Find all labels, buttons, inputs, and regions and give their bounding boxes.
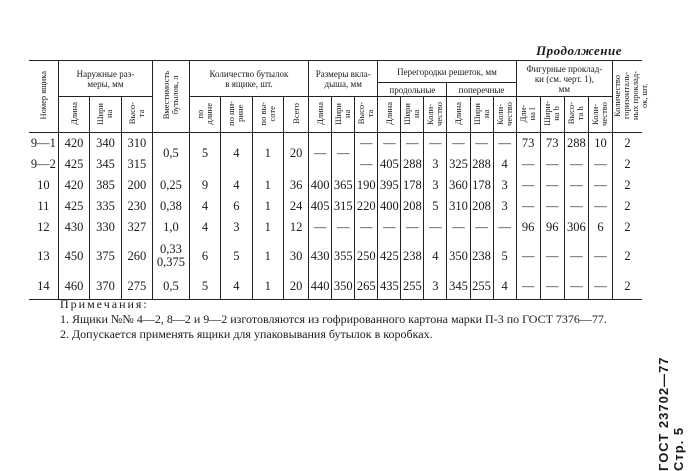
cell-count-total: 20 [284, 275, 309, 300]
cell-trans-width: — [470, 217, 493, 238]
cell-pad-qty: — [588, 275, 612, 300]
cell-insert-width: — [332, 133, 355, 175]
cell-outer-length: 460 [58, 275, 89, 300]
table-row [29, 175, 642, 196]
cell-pad-width: — [540, 196, 564, 217]
cell-pad-length: 73 [516, 133, 540, 154]
cell-insert-height: 220 [355, 196, 378, 217]
cell-horizontal-pads: 2 [613, 238, 642, 275]
cell-long-length: 395 [378, 175, 401, 196]
cell-long-qty: 3 [424, 175, 447, 196]
cell-pad-width: 73 [540, 133, 564, 154]
cell-pad-height: — [564, 154, 588, 175]
cell-outer-width: 335 [90, 196, 121, 217]
cell-trans-width: 255 [470, 275, 493, 300]
note-item-2: 2. Допускается применять ящики для упаковывания бутылок в коробках. [60, 327, 433, 341]
cell-insert-length: 400 [309, 175, 332, 196]
cell-outer-height: 315 [121, 154, 152, 175]
cell-count-total: 12 [284, 217, 309, 238]
cell-box-number: 12 [29, 217, 58, 238]
cell-long-length: 435 [378, 275, 401, 300]
cell-pad-width: — [540, 275, 564, 300]
header-outer-width: Шири на [90, 97, 121, 133]
cell-count-length: 6 [189, 238, 220, 275]
cell-pad-length: — [516, 175, 540, 196]
cell-long-length: — [378, 133, 401, 154]
cell-insert-height: 250 [355, 238, 378, 275]
cell-outer-height: 200 [121, 175, 152, 196]
header-trans-qty: Коли- чество [493, 97, 516, 133]
cell-trans-length: — [447, 133, 470, 154]
cell-insert-length: 440 [309, 275, 332, 300]
cell-box-number: 11 [29, 196, 58, 217]
cell-long-width: — [401, 133, 424, 154]
cell-pad-length: 96 [516, 217, 540, 238]
cell-long-width: 178 [401, 175, 424, 196]
cell-horizontal-pads: 2 [613, 217, 642, 238]
cell-box-number: 13 [29, 238, 58, 275]
cell-pad-width: — [540, 175, 564, 196]
cell-insert-length: 430 [309, 238, 332, 275]
cell-pad-qty: — [588, 175, 612, 196]
table-row [29, 275, 642, 300]
header-insert-height: Высо- та [355, 97, 378, 133]
header-partitions: Перегородки решеток, мм [378, 61, 516, 83]
cell-outer-length: 420 [58, 175, 89, 196]
cell-outer-length: 430 [58, 217, 89, 238]
cell-long-qty: — [424, 217, 447, 238]
header-count-height: по вы- соте [252, 97, 283, 133]
cell-insert-height: 190 [355, 175, 378, 196]
cell-outer-length: 425 [58, 154, 89, 175]
header-long-length: Длина [378, 97, 401, 133]
cell-box-number: 10 [29, 175, 58, 196]
cell-count-width: 6 [221, 196, 252, 217]
cell-horizontal-pads: 2 [613, 175, 642, 196]
cell-outer-width: 340 [90, 133, 121, 154]
cell-pad-height: — [564, 175, 588, 196]
cell-capacity: 0,33 0,375 [153, 238, 190, 275]
cell-pad-width: — [540, 238, 564, 275]
cell-long-length: 425 [378, 238, 401, 275]
cell-count-height: 1 [252, 175, 283, 196]
notes-title: Примечания: [60, 297, 149, 311]
cell-count-height: 1 [252, 275, 283, 300]
header-shaped-pads: Фигурные проклад- ки (см. черт. 1), мм [516, 61, 612, 97]
header-pad-width: Шири- на b [540, 97, 564, 133]
table-row [29, 238, 642, 275]
header-outer-height: Высо- та [121, 97, 152, 133]
cell-long-qty: 3 [424, 275, 447, 300]
header-horizontal-pads: Количество горизонталь- ных проклад- ок, шт. [613, 61, 642, 133]
cell-insert-height: — [355, 154, 378, 175]
cell-insert-width: 315 [332, 196, 355, 217]
cell-long-length: 405 [378, 154, 401, 175]
cell-insert-length: — [309, 217, 332, 238]
header-row-3 [29, 97, 642, 133]
cell-pad-height: — [564, 238, 588, 275]
cell-horizontal-pads: 2 [613, 133, 642, 154]
note-item-1: 1. Ящики №№ 4—2, 8—2 и 9—2 изготовляются из гофрированного картона марки П-3 по ГОСТ 7376—77. [60, 312, 607, 326]
cell-insert-width: 350 [332, 275, 355, 300]
header-outer-length: Длина [58, 97, 89, 133]
cell-box-number: 14 [29, 275, 58, 300]
cell-outer-width: 370 [90, 275, 121, 300]
notes-block [60, 297, 607, 342]
cell-pad-height: — [564, 196, 588, 217]
cell-trans-length: 360 [447, 175, 470, 196]
header-long-width: Шири на [401, 97, 424, 133]
cell-count-length: 5 [189, 133, 220, 175]
header-trans-length: Длина [447, 97, 470, 133]
cell-trans-width: — [470, 133, 493, 154]
cell-trans-width: 208 [470, 196, 493, 217]
cell-outer-height: 260 [121, 238, 152, 275]
cell-trans-width: 288 [470, 154, 493, 175]
page-footer-label: ГОСТ 23702—77 Стр. 5 [656, 356, 686, 471]
cell-capacity: 0,5 [153, 133, 190, 175]
cell-count-total: 36 [284, 175, 309, 196]
cell-insert-width: 355 [332, 238, 355, 275]
table-row [29, 217, 642, 238]
header-insert-dimensions: Размеры вкла- дыша, мм [309, 61, 378, 97]
cell-long-qty: 4 [424, 238, 447, 275]
cell-trans-length: 310 [447, 196, 470, 217]
cell-outer-height: 310 [121, 133, 152, 154]
cell-pad-qty: — [588, 196, 612, 217]
cell-trans-qty: 4 [493, 154, 516, 175]
cell-insert-height: — [355, 133, 378, 154]
cell-count-height: 1 [252, 217, 283, 238]
cell-trans-qty: — [493, 217, 516, 238]
cell-outer-height: 230 [121, 196, 152, 217]
cell-long-qty: 5 [424, 196, 447, 217]
cell-trans-qty: — [493, 133, 516, 154]
cell-outer-length: 420 [58, 133, 89, 154]
cell-pad-height: 306 [564, 217, 588, 238]
cell-count-length: 4 [189, 217, 220, 238]
cell-count-width: 4 [221, 175, 252, 196]
cell-long-qty: — [424, 133, 447, 154]
cell-trans-qty: 3 [493, 196, 516, 217]
cell-pad-height: 288 [564, 133, 588, 154]
header-insert-width: Шири на [332, 97, 355, 133]
header-pad-height: Высо- та h [564, 97, 588, 133]
cell-outer-width: 385 [90, 175, 121, 196]
cell-outer-height: 275 [121, 275, 152, 300]
header-long-qty: Коли- чество [424, 97, 447, 133]
header-pad-length: Дли- на l [516, 97, 540, 133]
header-count-length: по длине [189, 97, 220, 133]
cell-count-total: 20 [284, 133, 309, 175]
header-outer-dimensions: Наружные раз- меры, мм [58, 61, 152, 97]
cell-insert-height: — [355, 217, 378, 238]
cell-count-length: 5 [189, 275, 220, 300]
cell-count-height: 1 [252, 238, 283, 275]
cell-trans-length: 325 [447, 154, 470, 175]
cell-trans-qty: 3 [493, 175, 516, 196]
cell-pad-qty: 6 [588, 217, 612, 238]
cell-insert-height: 265 [355, 275, 378, 300]
header-longitudinal: продольные [378, 83, 447, 97]
cell-trans-width: 238 [470, 238, 493, 275]
cell-count-width: 4 [221, 275, 252, 300]
cell-insert-length: 405 [309, 196, 332, 217]
cell-capacity: 0,25 [153, 175, 190, 196]
cell-outer-width: 345 [90, 154, 121, 175]
header-insert-length: Длина [309, 97, 332, 133]
cell-long-width: 208 [401, 196, 424, 217]
cell-long-width: 255 [401, 275, 424, 300]
cell-box-number: 9—2 [29, 154, 58, 175]
cell-outer-width: 330 [90, 217, 121, 238]
cell-count-width: 4 [221, 133, 252, 175]
cell-pad-qty: 10 [588, 133, 612, 154]
cell-long-width: 288 [401, 154, 424, 175]
cell-long-length: 400 [378, 196, 401, 217]
cell-count-width: 3 [221, 217, 252, 238]
table-body [29, 133, 642, 300]
cell-horizontal-pads: 2 [613, 154, 642, 175]
cell-horizontal-pads: 2 [613, 196, 642, 217]
cell-outer-length: 425 [58, 196, 89, 217]
table-row [29, 133, 642, 154]
cell-box-number: 9—1 [29, 133, 58, 154]
cell-outer-length: 450 [58, 238, 89, 275]
cell-pad-length: — [516, 154, 540, 175]
cell-long-length: — [378, 217, 401, 238]
cell-trans-qty: 4 [493, 275, 516, 300]
cell-pad-qty: — [588, 238, 612, 275]
cell-pad-length: — [516, 275, 540, 300]
header-transverse: поперечные [447, 83, 516, 97]
cell-outer-height: 327 [121, 217, 152, 238]
cell-trans-qty: 5 [493, 238, 516, 275]
header-row-1 [29, 61, 642, 83]
header-trans-width: Шири на [470, 97, 493, 133]
cell-count-height: 1 [252, 196, 283, 217]
header-count-width: по ши- рине [221, 97, 252, 133]
cell-count-height: 1 [252, 133, 283, 175]
continuation-label: Продолжение [536, 43, 622, 58]
cell-long-width: — [401, 217, 424, 238]
header-box-number: Номер ящика [29, 61, 58, 133]
cell-capacity: 0,38 [153, 196, 190, 217]
cell-pad-height: — [564, 275, 588, 300]
header-capacity: Вместимость бутылок, л [153, 61, 190, 133]
cell-insert-length: — [309, 133, 332, 175]
cell-count-length: 4 [189, 196, 220, 217]
header-count-total: Всего [284, 97, 309, 133]
cell-count-total: 24 [284, 196, 309, 217]
cell-trans-length: 350 [447, 238, 470, 275]
cell-pad-length: — [516, 238, 540, 275]
packaging-table [29, 60, 650, 300]
cell-count-width: 5 [221, 238, 252, 275]
cell-pad-width: 96 [540, 217, 564, 238]
header-pad-qty: Коли- чество [588, 97, 612, 133]
cell-long-width: 238 [401, 238, 424, 275]
cell-count-length: 9 [189, 175, 220, 196]
header-bottle-count: Количество бутылок в ящике, шт. [189, 61, 308, 97]
cell-horizontal-pads: 2 [613, 275, 642, 300]
cell-long-qty: 3 [424, 154, 447, 175]
cell-outer-width: 375 [90, 238, 121, 275]
cell-capacity: 0,5 [153, 275, 190, 300]
cell-trans-width: 178 [470, 175, 493, 196]
cell-insert-width: — [332, 217, 355, 238]
table-row [29, 196, 642, 217]
cell-pad-width: — [540, 154, 564, 175]
cell-pad-length: — [516, 196, 540, 217]
cell-pad-qty: — [588, 154, 612, 175]
cell-trans-length: 345 [447, 275, 470, 300]
cell-count-total: 30 [284, 238, 309, 275]
cell-capacity: 1,0 [153, 217, 190, 238]
cell-insert-width: 365 [332, 175, 355, 196]
cell-trans-length: — [447, 217, 470, 238]
